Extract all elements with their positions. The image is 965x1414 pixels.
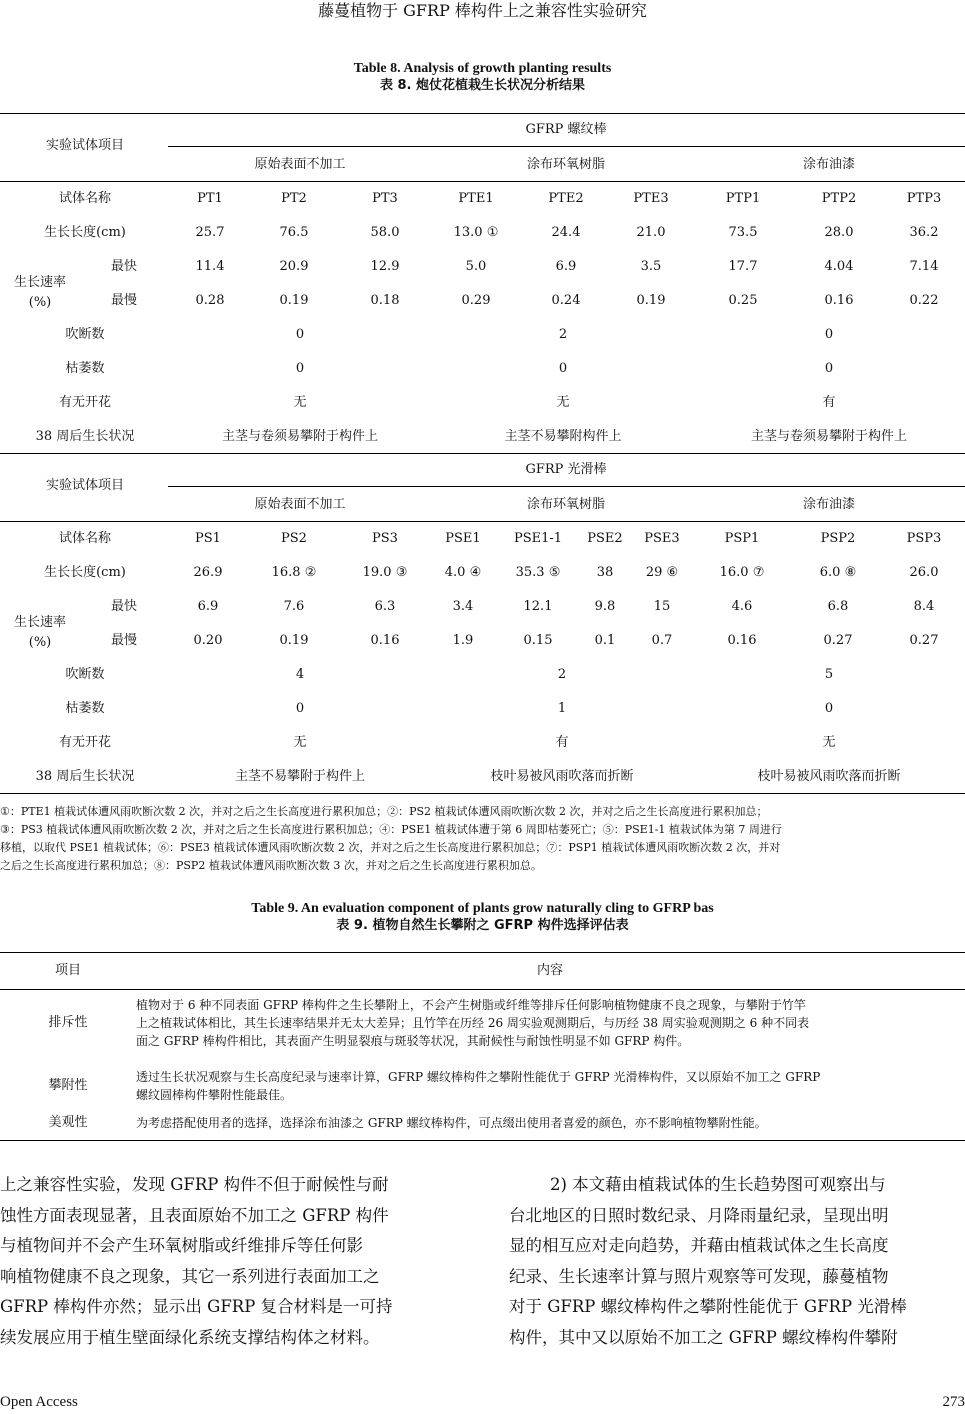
slowest-value: 0.24 (551, 293, 581, 308)
table8-footnote: ③：PS3 植栽试体遭风雨吹断次数 2 次，并对之后之生长高度进行累积加总；④：PSE1 植栽试体遭于第 6 周即枯萎死亡；⑤：PSE1-1 植栽试体为第 7 周进行 (0, 823, 782, 836)
treatment-header: 涂布油漆 (802, 497, 855, 512)
wither-value: 0 (295, 361, 305, 376)
growth-length-value: 21.0 (636, 225, 666, 240)
growth-length-value: 35.3 ⑤ (515, 565, 561, 580)
slowest-value: 0.22 (909, 293, 939, 308)
table9-row-content: 上之植栽试体相比，其生长速率结果并无太大差异；且竹竿在历经 26 周实验观测期后，与历经 38 周实验观测期之 6 种不同表 (136, 1016, 810, 1030)
table9-row-content: 透过生长状况观察与生长高度纪录与速率计算，GFRP 螺纹棒构件之攀附性能优于 GFRP 光滑棒构件，又以原始不加工之 GFRP (136, 1070, 821, 1084)
flowering-label: 有无开花 (58, 395, 111, 410)
body-right-line: 2) 本文藉由植栽试体的生长趋势图可观察出与 (550, 1175, 886, 1194)
slowest-value: 0.16 (727, 633, 757, 648)
specimen-name: PTP3 (906, 191, 942, 206)
growth-rate-label: 生长速率 (13, 615, 66, 630)
specimen-name: PSP3 (906, 531, 942, 546)
slowest-value: 0.1 (594, 633, 616, 648)
blowdown-value: 4 (295, 667, 305, 682)
fastest-value: 4.04 (824, 259, 854, 274)
growth-rate-unit: (%) (28, 295, 52, 310)
treatment-header: 涂布油漆 (802, 157, 855, 172)
growth-length-value: 26.9 (193, 565, 223, 580)
slowest-value: 1.9 (452, 633, 474, 648)
wither-value: 1 (557, 701, 567, 716)
table9-row-content: 植物对于 6 种不同表面 GFRP 棒构件之生长攀附上，不会产生树脂或纤维等排斥任何影响植物健康不良之现象，与攀附于竹竿 (136, 998, 806, 1012)
growth-length-value: 58.0 (370, 225, 400, 240)
blowdown-value: 0 (295, 327, 305, 342)
status-label: 38 周后生长状况 (35, 769, 135, 784)
slowest-value: 0.19 (279, 633, 309, 648)
status-value: 枝叶易被风雨吹落而折断 (757, 769, 901, 784)
table8-footnote: ①：PTE1 植栽试体遭风雨吹断次数 2 次，并对之后之生长高度进行累积加总；②：PS2 植栽试体遭风雨吹断次数 2 次，并对之后之生长高度进行累积加总； (0, 805, 768, 818)
specimen-name: PT3 (372, 191, 398, 206)
wither-value: 0 (295, 701, 305, 716)
slowest-label: 最慢 (110, 293, 137, 308)
growth-rate-unit: (%) (28, 635, 52, 650)
specimen-name: PTP2 (821, 191, 857, 206)
growth-length-value: 73.5 (728, 225, 758, 240)
table9-row-item: 排斥性 (48, 1015, 88, 1030)
body-left-line: 响植物健康不良之现象，其它一系列进行表面加工之 (0, 1266, 380, 1286)
growth-length-value: 19.0 ③ (362, 565, 408, 580)
specimen-name: PSE2 (587, 531, 623, 546)
body-left-line: 与植物间并不会产生环氧树脂或纤维排斥等任何影 (0, 1236, 363, 1255)
growth-length-value: 16.0 ⑦ (719, 565, 765, 580)
table8-caption-zh: 表 8. 炮仗花植栽生长状况分析结果 (379, 78, 586, 93)
specimen-name: PSE1-1 (513, 531, 563, 546)
growth-length-value: 25.7 (195, 225, 225, 240)
table8-footnote: 移植，以取代 PSE1 植栽试体；⑥：PSE3 植栽试体遭风雨吹断次数 2 次，并对之后之生长高度进行累积加总；⑦：PSP1 植栽试体遭风雨吹断次数 2 次，并对 (0, 841, 781, 854)
body-right-line: 显的相互应对走向趋势，并藉由植栽试体之生长高度 (509, 1236, 889, 1255)
status-value: 主茎与卷须易攀附于构件上 (221, 429, 378, 444)
slowest-value: 0.27 (823, 633, 853, 648)
specimen-name: PS1 (195, 531, 221, 546)
slowest-label: 最慢 (110, 633, 137, 648)
fastest-value: 20.9 (279, 259, 309, 274)
growth-length-value: 26.0 (909, 565, 939, 580)
slowest-value: 0.25 (728, 293, 758, 308)
fastest-value: 6.3 (374, 599, 396, 614)
body-right-line: 构件，其中又以原始不加工之 GFRP 螺纹棒构件攀附 (509, 1327, 898, 1347)
fastest-value: 15 (653, 599, 671, 614)
threaded-header-rule (0, 181, 965, 182)
table9-row-content: 螺纹圆棒构件攀附性能最佳。 (136, 1088, 293, 1102)
fastest-value: 9.8 (594, 599, 616, 614)
growth-length-label: 生长长度(cm) (44, 225, 126, 240)
body-left-line: 续发展应用于植生壁面绿化系统支撑结构体之材料。 (0, 1327, 380, 1347)
table9-caption-en: Table 9. An evaluation component of plants grow naturally cling to GFRP bas (251, 901, 714, 916)
flowering-value: 有 (822, 395, 836, 410)
blowdown-label: 吹断数 (65, 667, 105, 682)
table9-row-content: 为考虑搭配使用者的选择，选择涂布油漆之 GFRP 螺纹棒构件，可点缀出使用者喜爱的颜色，亦不影响植物攀附性能。 (136, 1116, 767, 1130)
table9-caption-zh: 表 9. 植物自然生长攀附之 GFRP 构件选择评估表 (336, 918, 629, 933)
slowest-value: 0.20 (193, 633, 223, 648)
specimen-name: PT1 (197, 191, 223, 206)
slowest-value: 0.29 (461, 293, 491, 308)
specimen-label: 试体名称 (58, 531, 111, 546)
body-left-line: 上之兼容性实验，发现 GFRP 构件不但于耐候性与耐 (0, 1175, 389, 1194)
status-label: 38 周后生长状况 (35, 429, 135, 444)
growth-length-value: 38 (596, 565, 614, 580)
slowest-value: 0.27 (909, 633, 939, 648)
table9-row-content: 面之 GFRP 棒构件相比，其表面产生明显裂痕与斑驳等状况，其耐候性与耐蚀性明显不如 GFRP 构件。 (136, 1034, 690, 1048)
status-value: 主茎不易攀附于构件上 (234, 769, 365, 784)
flowering-value: 无 (293, 395, 307, 410)
item-header: 实验试体项目 (45, 478, 124, 493)
slowest-value: 0.19 (636, 293, 666, 308)
flowering-value: 有 (555, 735, 569, 750)
slowest-value: 0.16 (370, 633, 400, 648)
table8-bottom-rule (0, 793, 965, 794)
table9-caption (0, 900, 965, 934)
table8-caption-en: Table 8. Analysis of growth planting results (353, 61, 612, 76)
group-header: GFRP 螺纹棒 (525, 122, 607, 137)
table9-item-header: 项目 (54, 963, 81, 978)
body-left-line: 蚀性方面表现显著，且表面原始不加工之 GFRP 构件 (0, 1205, 389, 1225)
growth-length-value: 24.4 (551, 225, 581, 240)
slowest-value: 0.15 (523, 633, 553, 648)
table9-bottom-rule (0, 1140, 965, 1141)
growth-length-value: 6.0 ⑧ (819, 565, 857, 580)
smooth-header-rule (0, 521, 965, 522)
fastest-value: 7.14 (909, 259, 939, 274)
status-value: 主茎不易攀附构件上 (504, 429, 622, 444)
blowdown-label: 吹断数 (65, 327, 105, 342)
specimen-name: PS2 (281, 531, 307, 546)
flowering-label: 有无开花 (58, 735, 111, 750)
specimen-name: PTE2 (548, 191, 584, 206)
smooth-group-rule (168, 486, 965, 487)
slowest-value: 0.19 (279, 293, 309, 308)
footer-journal: Open Access (0, 1394, 78, 1410)
status-value: 主茎与卷须易攀附于构件上 (750, 429, 907, 444)
specimen-name: PSE3 (644, 531, 680, 546)
table8-caption (0, 60, 965, 94)
specimen-label: 试体名称 (58, 191, 111, 206)
growth-length-label: 生长长度(cm) (44, 565, 126, 580)
specimen-name: PSE1 (445, 531, 481, 546)
slowest-value: 0.18 (370, 293, 400, 308)
specimen-name: PSP1 (724, 531, 760, 546)
fastest-value: 3.4 (452, 599, 474, 614)
slowest-value: 0.7 (651, 633, 673, 648)
table9-header-rule (0, 989, 965, 990)
table9-row-item: 美观性 (48, 1115, 88, 1130)
fastest-value: 4.6 (731, 599, 753, 614)
blowdown-value: 5 (824, 667, 834, 682)
fastest-label: 最快 (110, 259, 137, 274)
treatment-header: 涂布环氧树脂 (526, 497, 605, 512)
wither-label: 枯萎数 (65, 701, 105, 716)
fastest-value: 11.4 (195, 259, 225, 274)
fastest-value: 8.4 (913, 599, 935, 614)
fastest-value: 12.1 (523, 599, 553, 614)
flowering-value: 无 (556, 395, 570, 410)
specimen-name: PTE3 (633, 191, 669, 206)
threaded-group-rule (168, 146, 965, 147)
table9-top-rule (0, 952, 965, 953)
specimen-name: PSP2 (820, 531, 856, 546)
growth-length-value: 36.2 (909, 225, 939, 240)
blowdown-value: 2 (558, 327, 568, 342)
item-header: 实验试体项目 (45, 138, 124, 153)
threaded-top-rule (0, 113, 965, 114)
body-right-line: 台北地区的日照时数纪录、月降雨量纪录，呈现出明 (509, 1205, 889, 1225)
growth-length-value: 13.0 ① (453, 225, 499, 240)
running-header: 藤蔓植物于 GFRP 棒构件上之兼容性实验研究 (318, 1, 647, 20)
fastest-value: 6.9 (555, 259, 577, 274)
table9-row-item: 攀附性 (48, 1078, 88, 1093)
fastest-value: 5.0 (465, 259, 487, 274)
treatment-header: 原始表面不加工 (254, 157, 346, 172)
flowering-value: 无 (822, 735, 836, 750)
growth-length-value: 4.0 ④ (444, 565, 482, 580)
wither-value: 0 (824, 361, 834, 376)
fastest-value: 17.7 (728, 259, 758, 274)
status-value: 枝叶易被风雨吹落而折断 (490, 769, 634, 784)
fastest-value: 6.9 (197, 599, 219, 614)
wither-value: 0 (558, 361, 568, 376)
table9-content-header: 内容 (536, 963, 563, 978)
table8-footnote: 之后之生长高度进行累积加总；⑧：PSP2 植栽试体遭风雨吹断次数 3 次，并对之后之生长高度进行累积加总。 (0, 859, 542, 872)
page-number: 273 (942, 1394, 965, 1410)
wither-label: 枯萎数 (65, 361, 105, 376)
growth-length-value: 29 ⑥ (645, 565, 679, 580)
slowest-value: 0.28 (195, 293, 225, 308)
wither-value: 0 (824, 701, 834, 716)
treatment-header: 原始表面不加工 (254, 497, 346, 512)
slowest-value: 0.16 (824, 293, 854, 308)
specimen-name: PT2 (281, 191, 307, 206)
fastest-value: 3.5 (640, 259, 662, 274)
growth-rate-label: 生长速率 (13, 275, 66, 290)
smooth-top-rule (0, 453, 965, 454)
fastest-value: 12.9 (370, 259, 400, 274)
specimen-name: PTP1 (725, 191, 761, 206)
body-left-line: GFRP 棒构件亦然；显示出 GFRP 复合材料是一可持 (0, 1297, 393, 1316)
treatment-header: 涂布环氧树脂 (526, 157, 605, 172)
growth-length-value: 16.8 ② (271, 565, 317, 580)
blowdown-value: 0 (824, 327, 834, 342)
specimen-name: PTE1 (458, 191, 494, 206)
body-right-line: 对于 GFRP 螺纹棒构件之攀附性能优于 GFRP 光滑棒 (509, 1297, 907, 1316)
specimen-name: PS3 (372, 531, 398, 546)
growth-length-value: 28.0 (824, 225, 854, 240)
group-header: GFRP 光滑棒 (525, 462, 607, 477)
fastest-value: 6.8 (827, 599, 849, 614)
flowering-value: 无 (293, 735, 307, 750)
fastest-value: 7.6 (283, 599, 305, 614)
growth-length-value: 76.5 (279, 225, 309, 240)
blowdown-value: 2 (557, 667, 567, 682)
body-right-line: 纪录、生长速率计算与照片观察等可发现，藤蔓植物 (509, 1266, 889, 1286)
fastest-label: 最快 (110, 599, 137, 614)
